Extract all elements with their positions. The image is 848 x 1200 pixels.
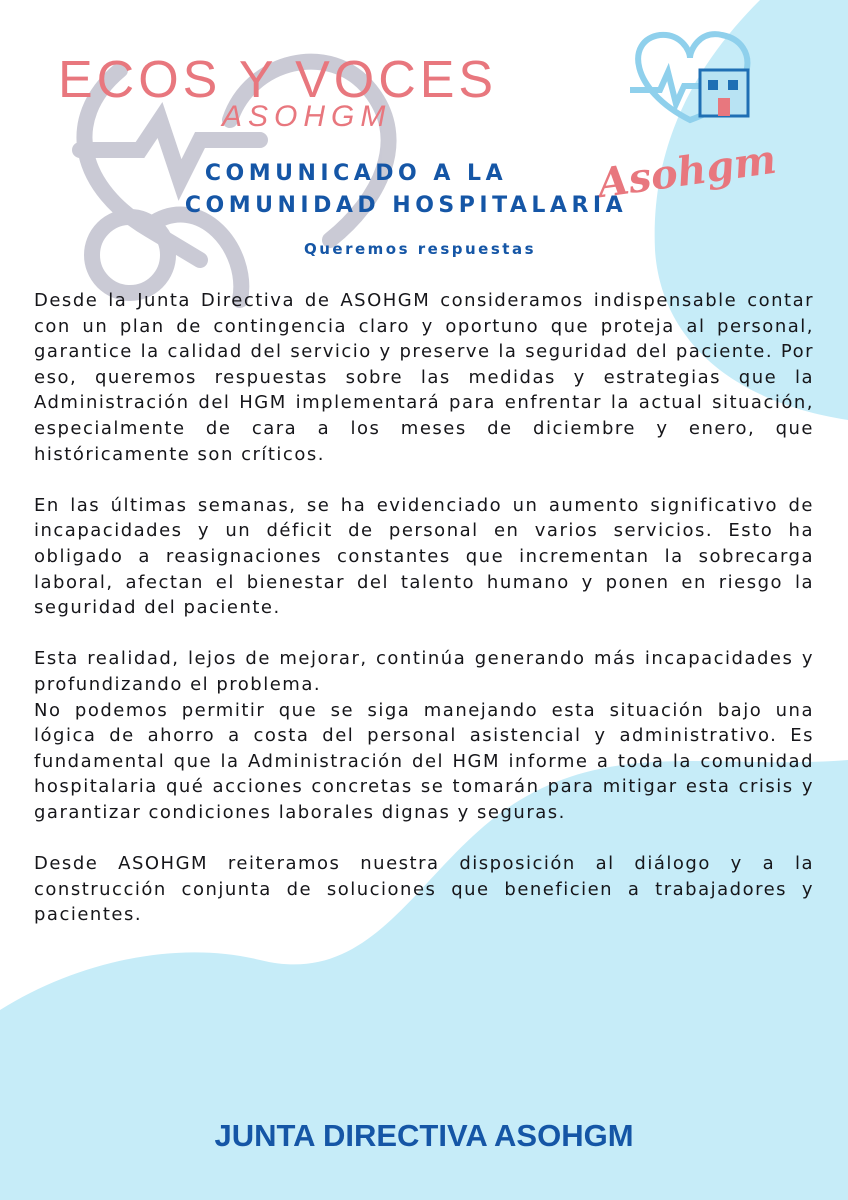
- paragraph: Esta realidad, lejos de mejorar, continúa generando más incapacidades y profundizando el problema.: [34, 648, 814, 695]
- paragraph: En las últimas semanas, se ha evidenciado un aumento significativo de incapacidades y un déficit de personal en varios servicios. Esto ha obligado a reasignaciones constantes que incrementan la sobrecarga laboral, afectan el bienestar del talento humano y ponen en riesgo la seguridad del paciente.: [34, 494, 814, 619]
- masthead-title: ECOS Y VOCES: [58, 51, 498, 109]
- paragraph: No podemos permitir que se siga manejando esta situación bajo una lógica de ahorro a costa del personal asistencial y administrativo. Es fundamental que la Administración del HGM informe a toda la comunidad hospitalaria qué acciones concretas se tomarán para mitigar esta crisis y garantizar condiciones laborales dignas y seguras.: [34, 699, 814, 823]
- body-text: [34, 288, 814, 953]
- subtitle: Queremos respuestas: [304, 240, 536, 258]
- page-title-line1: COMUNICADO A LA: [204, 161, 508, 186]
- masthead-subtitle: ASOHGM: [222, 100, 392, 133]
- paragraph: Desde ASOHGM reiteramos nuestra disposición al diálogo y a la construcción conjunta de soluciones que beneficien a trabajadores y pacientes.: [34, 853, 814, 926]
- signature-footer: JUNTA DIRECTIVA ASOHGM: [214, 1118, 634, 1153]
- paragraph: Desde la Junta Directiva de ASOHGM consideramos indispensable contar con un plan de contingencia claro y oportuno que proteja al personal, garantice la calidad del servicio y preserve la seguridad del paciente. Por eso, queremos respuestas sobre las medidas y estrategias que la Administración del HGM implementará para enfrentar la actual situación, especialmente de cara a los meses de diciembre y enero, que históricamente son críticos.: [34, 290, 814, 465]
- asohgm-script-logo: Asohgm: [594, 135, 780, 208]
- page-title-line2: COMUNIDAD HOSPITALARIA: [184, 193, 628, 218]
